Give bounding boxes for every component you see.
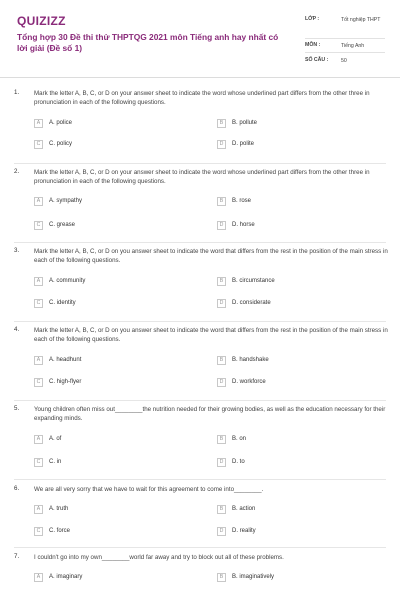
option-text: A. community <box>49 278 86 284</box>
meta-label: SỐ CÂU : <box>305 57 329 63</box>
meta-divider <box>305 52 385 53</box>
option-letter-box: B <box>217 356 226 365</box>
meta-value: Tiếng Anh <box>341 43 365 49</box>
question-text: Young children often miss out________the nutrition needed for their growing bodies, as well as the education necessary for their expanding minds. <box>34 406 386 422</box>
option-letter-box: D <box>217 458 226 467</box>
option-text: D. to <box>232 459 245 465</box>
option-letter-box: C <box>34 140 43 149</box>
option-letter-box: C <box>34 378 43 387</box>
option-text: B. action <box>232 506 256 512</box>
question-number: 1. <box>14 89 20 96</box>
option-text: A. of <box>49 436 62 442</box>
question-text: Mark the letter A, B, C, or D on you answer sheet to indicate the word that differs from the rest in the position of the main stress in each of the following questions. <box>34 248 388 264</box>
option-text: C. grease <box>49 222 76 228</box>
question-text: Mark the letter A, B, C, or D on your answer sheet to indicate the word whose underlined part differs from the other three in pronunciation in each of the following questions. <box>34 90 370 106</box>
option-letter-box: D <box>217 299 226 308</box>
option-letter-box: A <box>34 435 43 444</box>
option-text: D. reality <box>232 528 256 534</box>
question-number: 6. <box>14 485 20 492</box>
option-letter-box: A <box>34 119 43 128</box>
option-letter-box: B <box>217 435 226 444</box>
option-text: C. force <box>49 528 71 534</box>
option-letter-box: A <box>34 356 43 365</box>
option-letter-box: D <box>217 140 226 149</box>
option-text: B. pollute <box>232 120 258 126</box>
option-letter-box: B <box>217 505 226 514</box>
option-letter-box: D <box>217 527 226 536</box>
option-text: B. rose <box>232 198 252 204</box>
question-divider <box>14 242 386 243</box>
option-text: B. on <box>232 436 247 442</box>
option-letter-box: C <box>34 299 43 308</box>
option-text: C. policy <box>49 141 73 147</box>
meta-divider <box>305 38 385 39</box>
question-number: 2. <box>14 168 20 175</box>
option-letter-box: B <box>217 119 226 128</box>
question-divider <box>14 547 386 548</box>
question-divider <box>14 479 386 480</box>
option-letter-box: D <box>217 221 226 230</box>
option-text: B. imaginatively <box>232 574 275 580</box>
option-text: B. handshake <box>232 357 269 363</box>
option-text: A. headhunt <box>49 357 82 363</box>
question-number: 4. <box>14 326 20 333</box>
option-letter-box: C <box>34 221 43 230</box>
question-number: 7. <box>14 553 20 560</box>
option-letter-box: C <box>34 527 43 536</box>
option-text: A. police <box>49 120 73 126</box>
meta-value: 50 <box>341 58 347 64</box>
option-text: C. in <box>49 459 62 465</box>
option-letter-box: A <box>34 277 43 286</box>
option-letter-box: B <box>217 573 226 582</box>
option-text: A. sympathy <box>49 198 83 204</box>
option-text: A. truth <box>49 506 69 512</box>
option-letter-box: A <box>34 573 43 582</box>
question-text: Mark the letter A, B, C, or D on you answer sheet to indicate the word that differs from the rest in the position of the main stress in each of the following questions. <box>34 327 388 343</box>
option-text: A. imaginary <box>49 574 83 580</box>
option-letter-box: B <box>217 197 226 206</box>
meta-value: Tốt nghiệp THPT <box>341 17 381 23</box>
meta-label: LỚP : <box>305 16 320 22</box>
document-title: Tổng hợp 30 Đề thi thử THPTQG 2021 môn Tiếng anh hay nhất có lời giải (Đề số 1) <box>17 32 279 53</box>
option-letter-box: A <box>34 505 43 514</box>
question-number: 3. <box>14 247 20 254</box>
question-number: 5. <box>14 405 20 412</box>
question-text: Mark the letter A, B, C, or D on your answer sheet to indicate the word whose underlined part differs from the other three in pronunciation in each of the following questions. <box>34 169 370 185</box>
question-divider <box>14 321 386 322</box>
question-divider <box>14 163 386 164</box>
document-header <box>0 0 400 78</box>
option-letter-box: D <box>217 378 226 387</box>
option-text: D. considerate <box>232 300 271 306</box>
option-letter-box: C <box>34 458 43 467</box>
option-text: C. high-flyer <box>49 379 82 385</box>
option-letter-box: A <box>34 197 43 206</box>
question-divider <box>14 400 386 401</box>
question-text: I couldn't go into my own________world far away and try to block out all of these problems. <box>34 554 284 561</box>
option-text: B. circumstance <box>232 278 275 284</box>
option-text: D. polite <box>232 141 255 147</box>
quizizz-logo: QUIZIZZ <box>17 14 66 28</box>
option-text: C. identity <box>49 300 76 306</box>
option-letter-box: B <box>217 277 226 286</box>
question-text: We are all very sorry that we have to wait for this agreement to come into________. <box>34 486 264 493</box>
meta-label: MÔN : <box>305 42 321 48</box>
option-text: D. horse <box>232 222 255 228</box>
option-text: D. workforce <box>232 379 266 385</box>
